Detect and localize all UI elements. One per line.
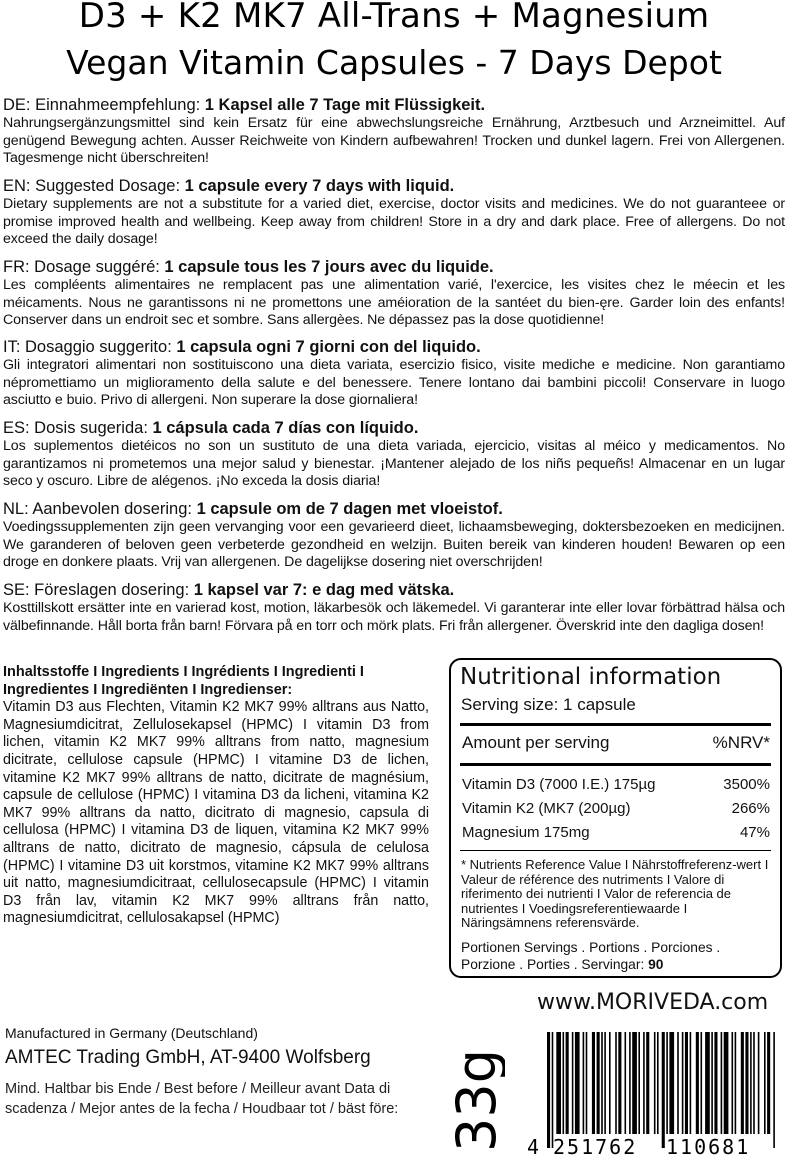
- servings-label: Porzione . Porties . Servingar:: [461, 956, 649, 972]
- dosage-instruction: 1 kapsel var 7: e dag med vätska.: [193, 581, 455, 599]
- divider: [460, 850, 771, 851]
- ingredients-heading: Inhaltsstoffe I Ingredients I Ingrédients I Ingredienti I Ingredientes I Ingrediënten I Ingredienser:: [3, 664, 364, 698]
- section-heading: [3, 337, 785, 357]
- heading-label: : Dosis sugerida:: [25, 419, 153, 437]
- company-name: [5, 1047, 371, 1069]
- language-code: EN: [3, 177, 26, 195]
- barcode-bars: [547, 1032, 775, 1148]
- heading-label: : Suggested Dosage:: [25, 177, 185, 195]
- language-code: NL: [3, 500, 25, 518]
- heading-label: : Föreslagen dosering:: [25, 581, 194, 599]
- nutrition-title: Nutritional information: [460, 664, 722, 690]
- section-se: [3, 580, 785, 635]
- barcode-bar: [714, 1032, 717, 1134]
- dosage-instruction: 1 capsule tous les 7 jours avec du liquide.: [164, 258, 494, 276]
- barcode-bar: [666, 1032, 668, 1134]
- section-heading: [3, 418, 785, 438]
- barcode-bar: [750, 1032, 752, 1134]
- amount-per-serving-label: Amount per serving: [462, 733, 610, 752]
- dosage-instruction: 1 capsule every 7 days with liquid.: [184, 177, 455, 195]
- nutrient-row: [462, 824, 770, 846]
- language-code: ES: [3, 419, 26, 437]
- barcode-bar: [753, 1032, 755, 1134]
- dosage-instruction: 1 cápsula cada 7 días con líquido.: [152, 419, 419, 437]
- net-weight: [445, 1030, 505, 1152]
- barcode-bar: [657, 1032, 659, 1134]
- section-heading: [3, 257, 785, 277]
- company-address: , AT-9400 Wolfsberg: [200, 1047, 371, 1068]
- dosage-instruction: 1 Kapsel alle 7 Tage mit Flüssigkeit.: [204, 96, 486, 114]
- ingredients-list: Vitamin D3 aus Flechten, Vitamin K2 MK7 99% alltrans aus Natto, Magnesiumdicitrat, Zellulosekapsel (HPMC) I vitamin D3 from lichen, vitamin K2 MK7 99% alltrans from natto, magnesium dicitrate, cellulose capsule (HPMC) I vitamine D3 de lichen, vitamine K2 MK7 99% alltrans de natto, dicitrate de magnésium, capsule de cellulose (HPMC) I vitamina D3 da licheni, vitamina K2 MK7 99% alltrans da natto, dicitrato di magnesio, capsula di cellulosa (HPMC) I vitamina D3 de liquen, vitamina K2 MK7 99% alltrans de natto, dicitrato de magnesio, cápsula de celulosa (HPMC) I vitamine D3 uit korstmos, vitamine K2 MK7 99% alltrans uit natto, magnesiumdicitraat, cellulosecapsule (HPMC) I vitamin D3 från lav, vitamin K2 MK7 99% alltrans från natto, magnesiumdicitrat, cellulosakapsel (HPMC): [3, 699, 429, 927]
- nutrient-nrv: 3500%: [723, 776, 770, 793]
- barcode-bar: [646, 1032, 649, 1134]
- barcode-bar: [724, 1032, 729, 1134]
- barcode-bar: [669, 1032, 674, 1134]
- barcode: [525, 1032, 778, 1157]
- section-en: [3, 176, 785, 249]
- nutrient-row: [462, 800, 770, 822]
- barcode-bar: [696, 1032, 699, 1134]
- barcode-bar: [662, 1032, 665, 1148]
- barcode-bar: [563, 1032, 565, 1134]
- servings-line2: [461, 957, 773, 974]
- barcode-bar: [586, 1032, 588, 1134]
- section-heading: [3, 176, 785, 196]
- section-body: Nahrungsergänzungsmittel sind kein Ersatz für eine abwechslungsreiche Ernährung, Arztbesuch und Arzneimittel. Auf genügend Bewegung achten. Ausser Reichweite von Kindern aufbewahren! Trocken und dunkel lagern. Frei von Allergenen. Tagesmenge nicht überschreiten!: [3, 115, 785, 167]
- heading-label: : Dosaggio suggerito:: [15, 338, 177, 356]
- barcode-bar: [654, 1032, 656, 1134]
- language-code: DE: [3, 96, 26, 114]
- serving-size: Serving size: 1 capsule: [461, 695, 636, 714]
- barcode-bar: [711, 1032, 713, 1134]
- section-body: Voedingssupplementen zijn geen vervanging voor een gevarieerd dieet, lichaamsbeweging, doktersbezoeken en medicijnen. We garanderen of beloven geen verbeterde gezondheid en welzijn. Buiten bereik van kinderen houden! Bewaren op een droge en donkere plaats. Vrij van allergenen. De dagelijkse dosering niet overschrijden!: [3, 519, 785, 571]
- barcode-bar: [629, 1032, 631, 1134]
- barcode-prefix: 4: [527, 1135, 540, 1157]
- barcode-bar: [682, 1032, 684, 1134]
- barcode-bar: [601, 1032, 603, 1134]
- section-it: [3, 337, 785, 410]
- barcode-bar: [592, 1032, 595, 1134]
- barcode-group-2: 110681: [666, 1135, 751, 1157]
- heading-label: : Aanbevolen dosering:: [24, 500, 197, 518]
- heading-label: : Dosage suggéré:: [25, 258, 165, 276]
- barcode-bar: [625, 1032, 627, 1134]
- barcode-bar: [609, 1032, 611, 1134]
- barcode-bar: [572, 1032, 574, 1134]
- section-body: Los suplementos dietéicos no son un sustituto de una dieta variada, ejercicio, visitas al méico y medicamentos. No garantizamos ni prometemos una mejor salud y bienestar. ¡Mantener alejado de los niñs pequeñs! Almacenar en un lugar seco y oscuro. Libre de alégenos. ¡No exceda la dosis diaria!: [3, 438, 785, 490]
- barcode-bar: [735, 1032, 737, 1134]
- section-de: [3, 95, 785, 168]
- website-link[interactable]: www.MORIVEDA.com: [537, 990, 769, 1015]
- divider: [460, 763, 771, 766]
- barcode-bar: [632, 1032, 637, 1134]
- barcode-bar: [745, 1032, 748, 1134]
- barcode-bar: [566, 1032, 569, 1134]
- barcode-bar: [732, 1032, 734, 1134]
- barcode-bar: [764, 1032, 766, 1134]
- section-heading: [3, 580, 785, 600]
- section-body: Gli integratori alimentari non sostituiscono una dieta variata, esercizio fisico, visite mediche e medicine. Non garantiamo népromettiamo un miglioramento della salute e del benessere. Tenere lontano dai bambini piccoli! Conservare in luogo asciutto e buio. Privo di allergeni. Non superare la dose giornaliera!: [3, 357, 785, 409]
- barcode-bar: [556, 1032, 561, 1134]
- section-heading: [3, 499, 785, 519]
- dosage-instruction: 1 capsula ogni 7 giorni con del liquido.: [176, 338, 481, 356]
- barcode-bar: [685, 1032, 688, 1134]
- barcode-bar: [767, 1032, 770, 1134]
- ingredients-block: [3, 664, 429, 928]
- barcode-bar: [690, 1032, 692, 1134]
- barcode-bar: [597, 1032, 600, 1134]
- barcode-bar: [638, 1032, 640, 1134]
- barcode-bar: [547, 1032, 550, 1148]
- nutrient-name: Vitamin D3 (7000 I.E.) 175µg: [462, 776, 656, 793]
- section-body: Kosttillskott ersätter inte en varierad kost, motion, läkarbesök och läkemedel. Vi garanterar inte eller lovar förbättrad hälsa och välbefinnande. Håll borta från barn! Förvara på en torr och mörk plats. Fri från allergener. Överskrid inte den dagliga dosen!: [3, 600, 785, 634]
- section-heading: [3, 95, 785, 115]
- heading-label: : Einnahmeempfehlung:: [25, 96, 205, 114]
- manufactured-in: Manufactured in Germany (Deutschland): [5, 1025, 258, 1041]
- barcode-bar: [552, 1032, 554, 1148]
- barcode-bar: [721, 1032, 723, 1134]
- barcode-bar: [758, 1032, 760, 1134]
- nutrient-nrv: 266%: [731, 800, 770, 817]
- dosage-instruction: 1 capsule om de 7 dagen met vloeistof.: [196, 500, 503, 518]
- nrv-header: %NRV*: [712, 733, 770, 752]
- net-weight-text: 33g: [445, 1049, 505, 1152]
- divider: [460, 723, 771, 726]
- nutrient-name: Vitamin K2 (MK7 (200µg): [462, 800, 631, 817]
- barcode-group-1: 251762: [553, 1135, 638, 1157]
- servings-line1: Portionen Servings . Portions . Porciones .: [461, 940, 721, 955]
- barcode-bar: [604, 1032, 606, 1134]
- barcode-bar: [583, 1032, 585, 1134]
- language-code: IT: [3, 338, 16, 356]
- nutrition-panel: [449, 658, 782, 978]
- barcode-bar: [773, 1032, 775, 1148]
- company-title: AMTEC Trading GmbH: [5, 1047, 201, 1068]
- section-es: [3, 418, 785, 491]
- servings-count: 90: [648, 956, 664, 972]
- section-nl: [3, 499, 785, 572]
- barcode-bar: [643, 1032, 645, 1134]
- language-code: SE: [3, 581, 26, 599]
- barcode-bar: [701, 1032, 703, 1134]
- best-before-label: Mind. Haltbar bis Ende / Best before / Meilleur avant Data di scadenza / Mejor antes de la fecha / Houdbaar tot / bäst före:: [5, 1081, 399, 1117]
- barcode-bar: [575, 1032, 580, 1134]
- barcode-bar: [615, 1032, 617, 1134]
- nutrient-name: Magnesium 175mg: [462, 824, 590, 841]
- barcode-bar: [618, 1032, 621, 1134]
- barcode-bar: [705, 1032, 710, 1134]
- section-body: Les compléents alimentaires ne remplacent pas une alimentation varié, l'exercice, les visites chez le méecin et les méicaments. Nous ne garantissons ni ne promettons une améioration de la santéet du bien-ęre. Garder loin des enfants! Conserver dans un endroit sec et sombre. Sans allergèes. Ne dépassez pas la dose quotidienne!: [3, 277, 785, 329]
- language-code: FR: [3, 258, 25, 276]
- nutrient-row: [462, 776, 770, 798]
- barcode-bar: [677, 1032, 679, 1134]
- product-title-line1: D3 + K2 MK7 All-Trans + Magnesium: [78, 0, 710, 36]
- nutrient-nrv: 47%: [739, 824, 770, 841]
- product-title-line2: Vegan Vitamin Capsules - 7 Days Depot: [66, 43, 722, 82]
- section-fr: [3, 257, 785, 330]
- section-body: Dietary supplements are not a substitute for a varied diet, exercise, doctor visits and medicines. We do not guaranteee or promise improved health and wellbeing. Keep away from children! Store in a dry and dark place. Free of allergens. Do not exceed the daily dosage!: [3, 196, 785, 248]
- barcode-bar: [741, 1032, 744, 1134]
- servings-count-block: [461, 940, 773, 973]
- nrv-footnote: * Nutrients Reference Value I Nährstoffreferenz-wert I Valeur de référence des nutriments I Valore di riferimento dei nutrienti I Valor de referencia de nutrientes I Voedingsreferentiewaarde I Näringsämnens referensvärde.: [461, 857, 769, 930]
